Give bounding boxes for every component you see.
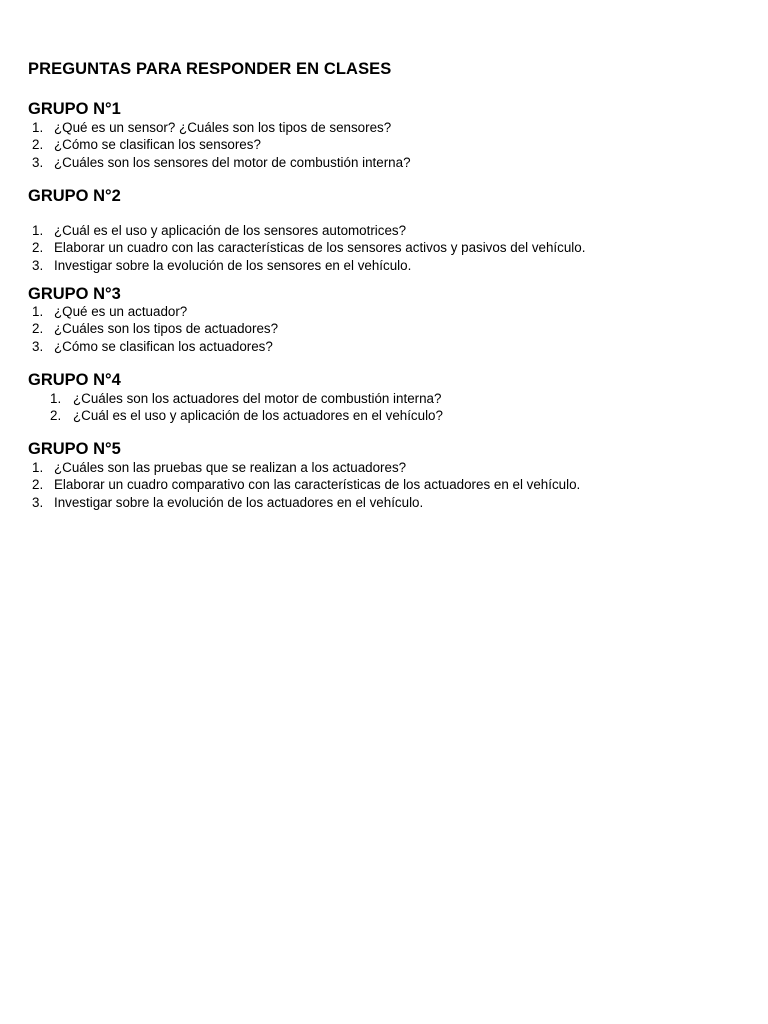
question-text: ¿Cuáles son las pruebas que se realizan a los actuadores? xyxy=(54,460,407,475)
group-4-section xyxy=(28,370,748,425)
group-2-question-list xyxy=(28,222,748,274)
group-4-question-list xyxy=(28,390,748,425)
item-number: 1. xyxy=(32,304,44,319)
item-number: 3. xyxy=(32,338,44,354)
list-item xyxy=(28,257,748,274)
group-1-heading: GRUPO N°1 xyxy=(28,100,121,118)
list-item xyxy=(28,338,748,355)
item-number: 3. xyxy=(32,257,44,273)
item-number: 2. xyxy=(32,137,44,153)
question-text: ¿Cómo se clasifican los sensores? xyxy=(54,137,261,153)
group-1-section xyxy=(28,99,748,171)
group-2-heading: GRUPO N°2 xyxy=(28,187,121,205)
item-number: 2. xyxy=(50,408,62,424)
question-text: ¿Cuál es el uso y aplicación de los sensores automotrices? xyxy=(54,223,407,238)
group-3-heading: GRUPO N°3 xyxy=(28,285,121,303)
item-number: 1. xyxy=(32,223,44,238)
question-text: ¿Qué es un sensor? ¿Cuáles son los tipos de sensores? xyxy=(54,120,392,135)
question-text: Elaborar un cuadro comparativo con las características de los actuadores en el vehículo. xyxy=(54,477,581,493)
item-number: 2. xyxy=(32,477,44,493)
list-item xyxy=(28,136,748,153)
group-5-section xyxy=(28,439,748,511)
item-number: 1. xyxy=(32,120,44,135)
list-item xyxy=(28,476,748,493)
question-text: Elaborar un cuadro con las características de los sensores activos y pasivos del vehículo. xyxy=(54,240,586,256)
list-item xyxy=(28,154,748,171)
list-item xyxy=(28,320,748,337)
question-text: ¿Cómo se clasifican los actuadores? xyxy=(54,338,273,354)
item-number: 3. xyxy=(32,154,44,170)
item-number: 1. xyxy=(50,391,62,406)
question-text: ¿Qué es un actuador? xyxy=(54,304,188,319)
group-3-section xyxy=(28,284,748,355)
group-3-question-list xyxy=(28,303,748,355)
group-5-heading: GRUPO N°5 xyxy=(28,440,121,458)
list-item xyxy=(28,222,748,239)
list-item xyxy=(28,390,748,407)
list-item xyxy=(28,459,748,476)
item-number: 2. xyxy=(32,240,44,256)
item-number: 1. xyxy=(32,460,44,475)
item-number: 3. xyxy=(32,494,44,510)
list-item xyxy=(28,239,748,256)
question-text: Investigar sobre la evolución de los actuadores en el vehículo. xyxy=(54,494,424,510)
list-item xyxy=(28,119,748,136)
list-item xyxy=(28,303,748,320)
document-title: PREGUNTAS PARA RESPONDER EN CLASES xyxy=(28,60,392,78)
group-5-question-list xyxy=(28,459,748,511)
question-text: ¿Cuál es el uso y aplicación de los actuadores en el vehículo? xyxy=(73,408,443,424)
list-item xyxy=(28,407,748,424)
question-text: ¿Cuáles son los sensores del motor de combustión interna? xyxy=(54,154,411,170)
group-4-heading: GRUPO N°4 xyxy=(28,371,121,389)
question-text: ¿Cuáles son los tipos de actuadores? xyxy=(54,321,279,337)
group-2-section xyxy=(28,186,748,274)
question-text: Investigar sobre la evolución de los sensores en el vehículo. xyxy=(54,257,412,273)
group-1-question-list xyxy=(28,119,748,171)
question-text: ¿Cuáles son los actuadores del motor de combustión interna? xyxy=(73,391,442,406)
list-item xyxy=(28,494,748,511)
item-number: 2. xyxy=(32,321,44,337)
